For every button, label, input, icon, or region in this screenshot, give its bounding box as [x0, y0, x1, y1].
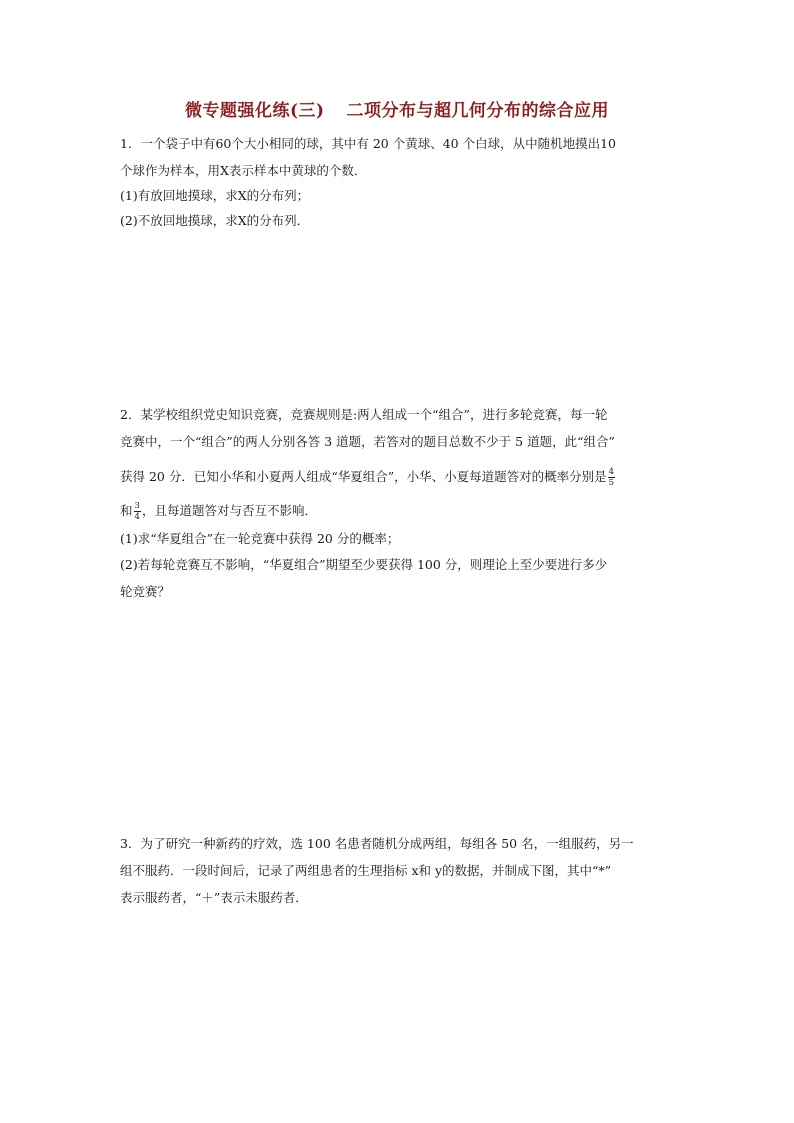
problem-3-line-2: 组不服药．一段时间后，记录了两组患者的生理指标 x和 y的数据，并制成下图，其中“*” [120, 863, 612, 878]
fraction-1-denominator: 5 [608, 478, 615, 488]
problem-3-line-1: 3．为了研究一种新药的疗效，选 100 名患者随机分成两组，每组各 50 名，一组服药，另一 [120, 836, 634, 851]
problem-1-line-1: 1．一个袋子中有60个大小相同的球，其中有 20 个黄球、40 个白球，从中随机地摸出10 [120, 136, 616, 151]
problem-2-line-3-text: 获得 20 分．已知小华和小夏两人组成“华夏组合”，小华、小夏每道题答对的概率分别是 [120, 469, 607, 484]
problem-3-line-3: 表示服药者，“＋”表示未服药者． [120, 890, 308, 905]
problem-2-part-2-cont: 轮竞赛？ [120, 584, 171, 599]
title-sub: 二项分布与超几何分布的综合应用 [346, 101, 610, 121]
problem-2-line-3 [120, 467, 616, 488]
problem-2-line-2: 竞赛中，一个“组合”的两人分别各答 3 道题，若答对的题目总数不少于 5 道题，此“组合” [120, 434, 615, 449]
page-title [0, 96, 794, 121]
problem-1-part-2: (2)不放回地摸球，求X的分布列． [120, 213, 310, 228]
problem-2-line-4 [120, 501, 317, 522]
fraction-2-numerator: 3 [134, 500, 140, 511]
fraction-1-numerator: 4 [608, 466, 615, 477]
problem-1-part-1: (1)有放回地摸球，求X的分布列； [120, 188, 310, 203]
title-main: 微专题强化练(三) [184, 101, 325, 121]
fraction-three-quarters [134, 502, 141, 522]
fraction-2-denominator: 4 [134, 512, 140, 522]
fraction-four-fifths [608, 468, 615, 488]
problem-1-line-2: 个球作为样本，用X表示样本中黄球的个数． [120, 163, 367, 178]
problem-2-line-4-text: ，且每道题答对与否互不影响． [141, 503, 317, 518]
problem-2-part-1: (1)求“华夏组合”在一轮竞赛中获得 20 分的概率； [120, 531, 400, 546]
problem-2-part-2: (2)若每轮竞赛互不影响，“华夏组合”期望至少要获得 100 分，则理论上至少要进行多少 [120, 557, 608, 572]
problem-2-line-1: 2．某学校组织党史知识竞赛，竞赛规则是:两人组成一个“组合”，进行多轮竞赛，每一轮 [120, 407, 608, 422]
problem-2-line-4-and: 和 [120, 503, 133, 518]
